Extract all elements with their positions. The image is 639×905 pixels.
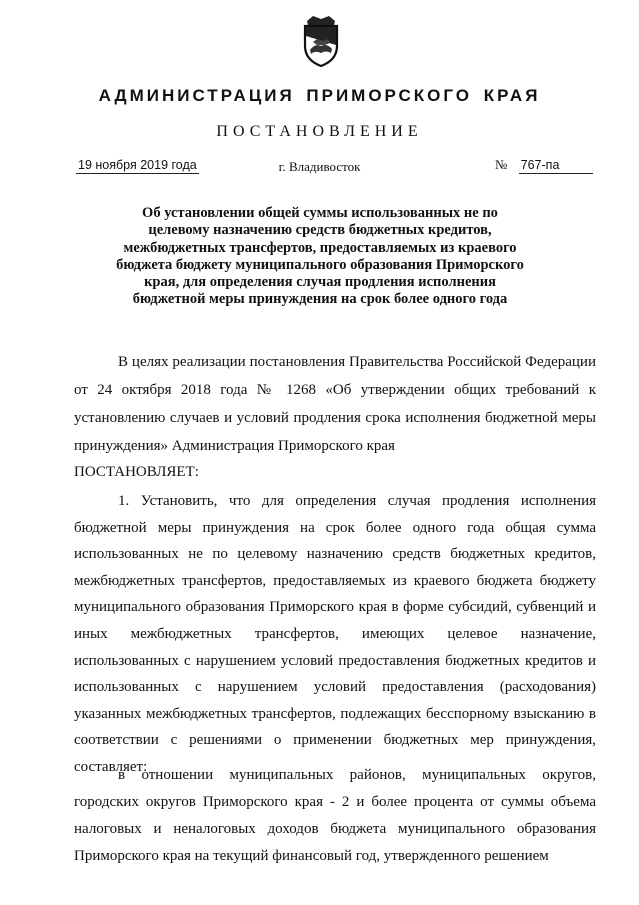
- decree-word: ПОСТАНОВЛЯЕТ:: [74, 464, 199, 480]
- document-number: [495, 157, 593, 174]
- coat-of-arms-icon: [299, 12, 343, 68]
- preamble-paragraph: В целях реализации постановления Правительства Российской Федерации от 24 октября 2018 года № 1268 «Об утверждении общих требований к установлению случаев и условий продления срока исполнения бюджетной меры принуждения» Администрация Приморского края: [74, 354, 596, 454]
- item-1-paragraph: 1. Установить, что для определения случая продления исполнения бюджетной меры принуждения на срок более одного года общая сумма использованных не по целевому назначению средств бюджетных кредитов, межбюджетных трансфертов, предоставляемых из краевого бюджета бюджету муниципального образования Приморского края в форме субсидий, субвенций и иных межбюджетных трансфертов, имеющих целевое назначение, использованных с нарушением условий предоставления бюджетных кредитов и использованных с нарушением условий предоставления (расходования) указанных межбюджетных трансфертов, подлежащих бесспорному взысканию в соответствии с решениями о применении бюджетных мер принуждения, составляет:: [74, 493, 596, 775]
- document-city: г. Владивосток: [278, 159, 361, 174]
- document-type: ПОСТАНОВЛЕНИЕ: [216, 123, 423, 140]
- organization-title: АДМИНИСТРАЦИЯ ПРИМОРСКОГО КРАЯ: [98, 86, 541, 105]
- number-value: 767-па: [519, 158, 593, 174]
- number-label: №: [495, 157, 508, 172]
- document-title: Об установлении общей суммы использованных не по целевому назначению средств бюджетных кредитов, межбюджетных трансфертов, предоставляемых из краевого бюджета бюджету муниципального образования Приморского края, для определения случая продления исполнения бюджетной меры принуждения на срок более одного года: [116, 205, 524, 308]
- date-value: 19 ноября 2019 года: [78, 158, 197, 172]
- item-1-subparagraph: в отношении муниципальных районов, муниципальных округов, городских округов Приморского края - 2 и более процента от суммы объема налоговых и неналоговых доходов бюджета муниципального образования Приморского края на текущий финансовый год, утвержденного решением: [74, 767, 596, 864]
